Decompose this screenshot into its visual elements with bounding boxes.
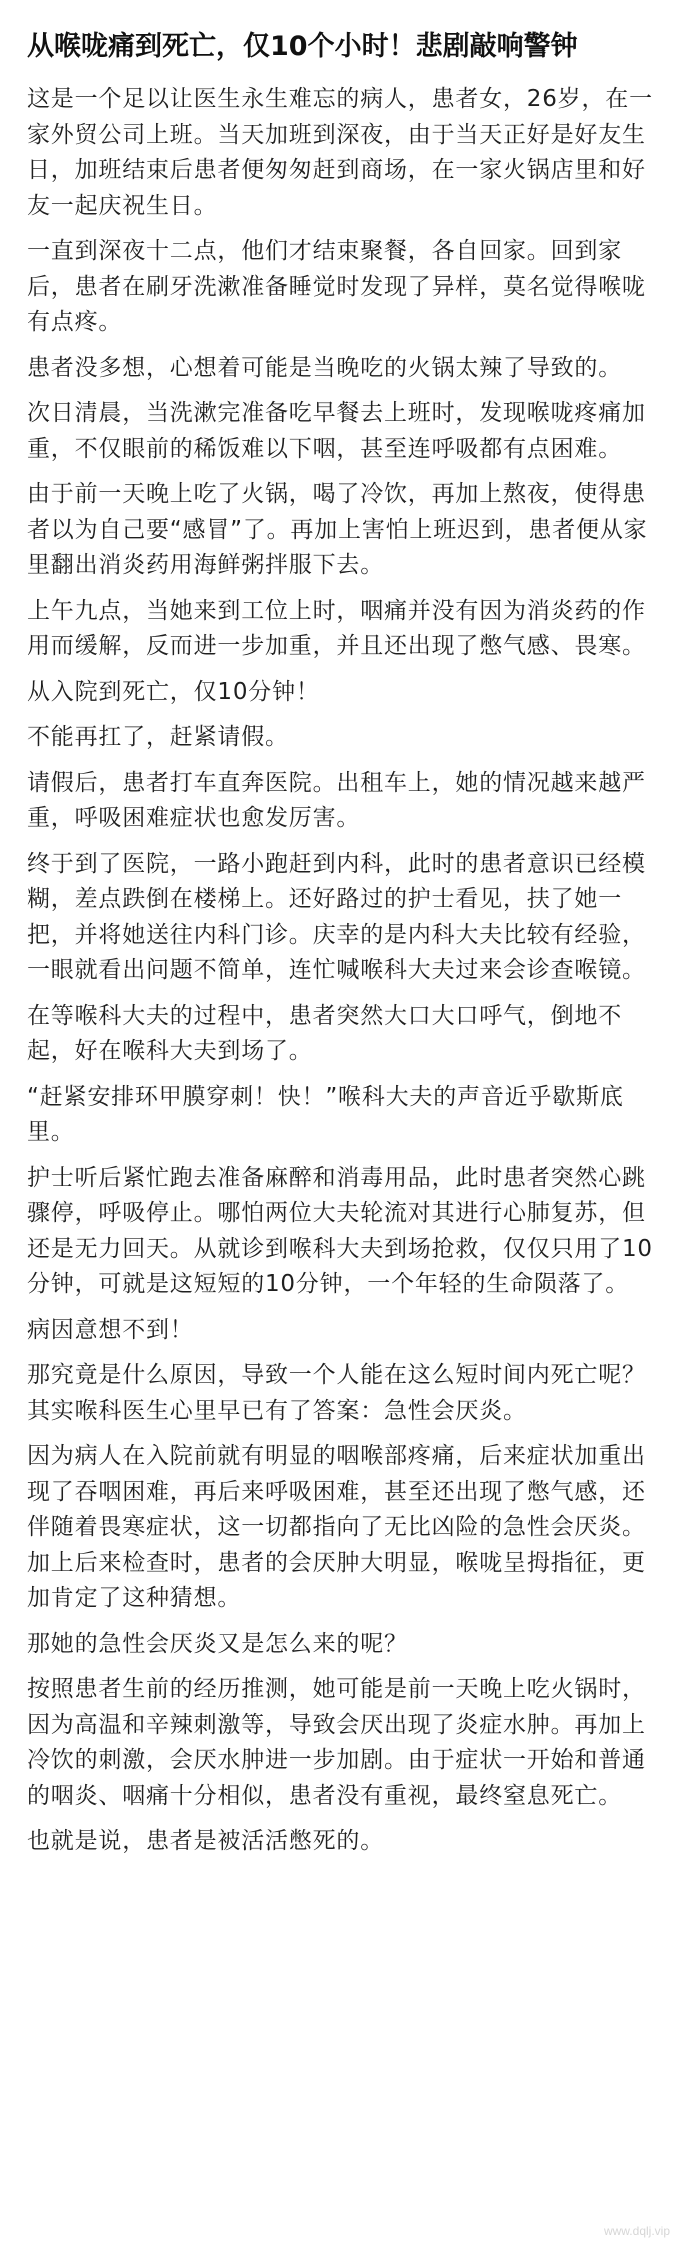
- paragraph: 按照患者生前的经历推测，她可能是前一天晚上吃火锅时，因为高温和辛辣刺激等，导致会厌出现了炎症水肿。再加上冷饮的刺激，会厌水肿进一步加剧。由于症状一开始和普通的咽炎、咽痛十分相似，患者没有重视，最终窒息死亡。: [27, 1676, 646, 1809]
- paragraph: 也就是说，患者是被活活憋死的。: [27, 1828, 384, 1854]
- paragraph: 护士听后紧忙跑去准备麻醉和消毒用品，此时患者突然心跳骤停，呼吸停止。哪怕两位大夫轮流对其进行心肺复苏，但还是无力回天。从就诊到喉科大夫到场抢救，仅仅只用了10分钟，可就是这短短的10分钟，一个年轻的生命陨落了。: [27, 1164, 653, 1297]
- paragraph: 请假后，患者打车直奔医院。出租车上，她的情况越来越严重，呼吸困难症状也愈发厉害。: [27, 769, 646, 831]
- paragraph: 上午九点，当她来到工位上时，咽痛并没有因为消炎药的作用而缓解，反而进一步加重，并且还出现了憋气感、畏寒。: [27, 597, 646, 659]
- paragraph: 这是一个足以让医生永生难忘的病人，患者女，26岁，在一家外贸公司上班。当天加班到深夜，由于当天正好是好友生日，加班结束后患者便匆匆赶到商场，在一家火锅店里和好友一起庆祝生日。: [27, 86, 653, 219]
- article-title: 从喉咙痛到死亡，仅10个小时！悲剧敲响警钟: [27, 31, 578, 62]
- paragraph: 因为病人在入院前就有明显的咽喉部疼痛，后来症状加重出现了吞咽困难，再后来呼吸困难，甚至还出现了憋气感，还伴随着畏寒症状，这一切都指向了无比凶险的急性会厌炎。加上后来检查时，患者的会厌肿大明显，喉咙呈拇指征，更加肯定了这种猜想。: [27, 1443, 646, 1611]
- section-heading: 从入院到死亡，仅10分钟！: [27, 678, 320, 705]
- paragraph: 终于到了医院，一路小跑赶到内科，此时的患者意识已经模糊，差点跌倒在楼梯上。还好路过的护士看见，扶了她一把，并将她送往内科门诊。庆幸的是内科大夫比较有经验，一眼就看出问题不简单，连忙喊喉科大夫过来会诊查喉镜。: [27, 850, 646, 983]
- paragraph: 患者没多想，心想着可能是当晚吃的火锅太辣了导致的。: [27, 354, 622, 381]
- paragraph: 那究竟是什么原因，导致一个人能在这么短时间内死亡呢？其实喉科医生心里早已有了答案：急性会厌炎。: [27, 1362, 646, 1424]
- paragraph: 一直到深夜十二点，他们才结束聚餐，各自回家。回到家后，患者在刷牙洗漱准备睡觉时发现了异样，莫名觉得喉咙有点疼。: [27, 238, 646, 335]
- paragraph: 那她的急性会厌炎又是怎么来的呢？: [27, 1630, 408, 1657]
- watermark: www.dqlj.vip: [603, 2224, 670, 2238]
- paragraph: 次日清晨，当洗漱完准备吃早餐去上班时，发现喉咙疼痛加重，不仅眼前的稀饭难以下咽，甚至连呼吸都有点困难。: [27, 400, 646, 462]
- paragraph: “赶紧安排环甲膜穿刺！快！”喉科大夫的声音近乎歇斯底里。: [27, 1083, 624, 1145]
- paragraph: 由于前一天晚上吃了火锅，喝了冷饮，再加上熬夜，使得患者以为自己要“感冒”了。再加上害怕上班迟到，患者便从家里翻出消炎药用海鲜粥拌服下去。: [27, 481, 648, 578]
- section-heading: 病因意想不到！: [27, 1316, 194, 1343]
- paragraph: 在等喉科大夫的过程中，患者突然大口大口呼气，倒地不起，好在喉科大夫到场了。: [27, 1002, 622, 1064]
- paragraph: 不能再扛了，赶紧请假。: [27, 724, 289, 750]
